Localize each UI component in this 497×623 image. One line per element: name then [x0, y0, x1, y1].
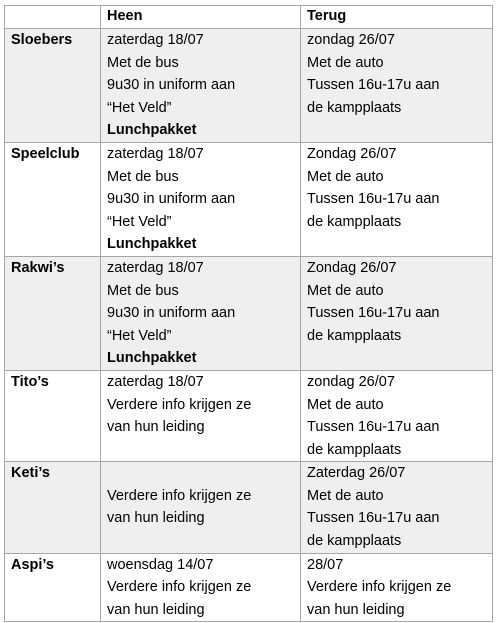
heen-line: Met de bus	[107, 54, 179, 71]
lunch-note: Lunchpakket	[107, 350, 197, 367]
heen-line: “Het Veld”	[107, 213, 172, 230]
lunch-note: Lunchpakket	[107, 236, 197, 253]
heen-line: Met de bus	[107, 168, 179, 185]
table-row	[5, 256, 493, 370]
terug-line: de kampplaats	[307, 213, 402, 230]
terug-cell	[301, 256, 493, 370]
heen-line	[107, 462, 294, 485]
terug-line: zondag 26/07	[307, 32, 395, 48]
lunch-note: Lunchpakket	[107, 122, 197, 139]
heen-cell	[101, 553, 301, 622]
heen-line: Verdere info krijgen ze	[107, 579, 252, 596]
group-name: Sloebers	[5, 29, 101, 143]
header-cell-group	[5, 6, 101, 29]
terug-line: Zondag 26/07	[307, 145, 397, 162]
terug-cell	[301, 142, 493, 256]
heen-line: 9u30 in uniform aan	[107, 77, 236, 94]
heen-line: van hun leiding	[107, 419, 205, 436]
group-name: Keti’s	[5, 462, 101, 553]
terug-line: de kampplaats	[307, 533, 402, 550]
terug-line: Met de auto	[307, 282, 384, 299]
terug-cell	[301, 553, 493, 622]
heen-cell	[101, 256, 301, 370]
table-row	[5, 370, 493, 461]
table-row	[5, 462, 493, 553]
terug-line: Tussen 16u-17u aan	[307, 77, 440, 94]
terug-line: de kampplaats	[307, 441, 402, 458]
terug-line: Zaterdag 26/07	[307, 465, 406, 482]
heen-line: zaterdag 18/07	[107, 259, 204, 276]
terug-line: Met de auto	[307, 487, 384, 504]
header-cell-heen: Heen	[101, 6, 301, 29]
terug-line: 28/07	[307, 556, 344, 573]
table-row	[5, 142, 493, 256]
heen-line: Verdere info krijgen ze	[107, 487, 252, 504]
table-row	[5, 29, 493, 143]
table-row	[5, 553, 493, 622]
heen-line: Verdere info krijgen ze	[107, 396, 252, 413]
heen-cell	[101, 142, 301, 256]
terug-cell	[301, 29, 493, 143]
heen-line: 9u30 in uniform aan	[107, 191, 236, 208]
terug-line: Tussen 16u-17u aan	[307, 419, 440, 436]
transport-schedule-table	[4, 5, 493, 622]
terug-line: van hun leiding	[307, 601, 405, 618]
heen-line: zaterdag 18/07	[107, 145, 204, 162]
heen-line: van hun leiding	[107, 601, 205, 618]
heen-cell	[101, 462, 301, 553]
heen-line: “Het Veld”	[107, 99, 172, 116]
group-name: Tito’s	[5, 370, 101, 461]
table-header-row	[5, 6, 493, 29]
terug-line: Verdere info krijgen ze	[307, 579, 452, 596]
terug-line: Tussen 16u-17u aan	[307, 305, 440, 322]
group-name: Rakwi’s	[5, 256, 101, 370]
heen-line: zaterdag 18/07	[107, 32, 204, 48]
heen-line: Met de bus	[107, 282, 179, 299]
heen-line: “Het Veld”	[107, 327, 172, 344]
header-cell-terug: Terug	[301, 6, 493, 29]
terug-line: Zondag 26/07	[307, 259, 397, 276]
terug-line: Met de auto	[307, 168, 384, 185]
group-name: Speelclub	[5, 142, 101, 256]
terug-line: de kampplaats	[307, 99, 402, 116]
heen-cell	[101, 29, 301, 143]
heen-line: woensdag 14/07	[107, 556, 214, 573]
terug-line: Met de auto	[307, 54, 384, 71]
terug-cell	[301, 462, 493, 553]
heen-line: van hun leiding	[107, 510, 205, 527]
heen-cell	[101, 370, 301, 461]
group-name: Aspi’s	[5, 553, 101, 622]
terug-cell	[301, 370, 493, 461]
terug-line: Tussen 16u-17u aan	[307, 191, 440, 208]
terug-line: de kampplaats	[307, 327, 402, 344]
terug-line: Tussen 16u-17u aan	[307, 510, 440, 527]
terug-line: zondag 26/07	[307, 373, 395, 390]
heen-line: 9u30 in uniform aan	[107, 305, 236, 322]
heen-line: zaterdag 18/07	[107, 373, 204, 390]
terug-line: Met de auto	[307, 396, 384, 413]
